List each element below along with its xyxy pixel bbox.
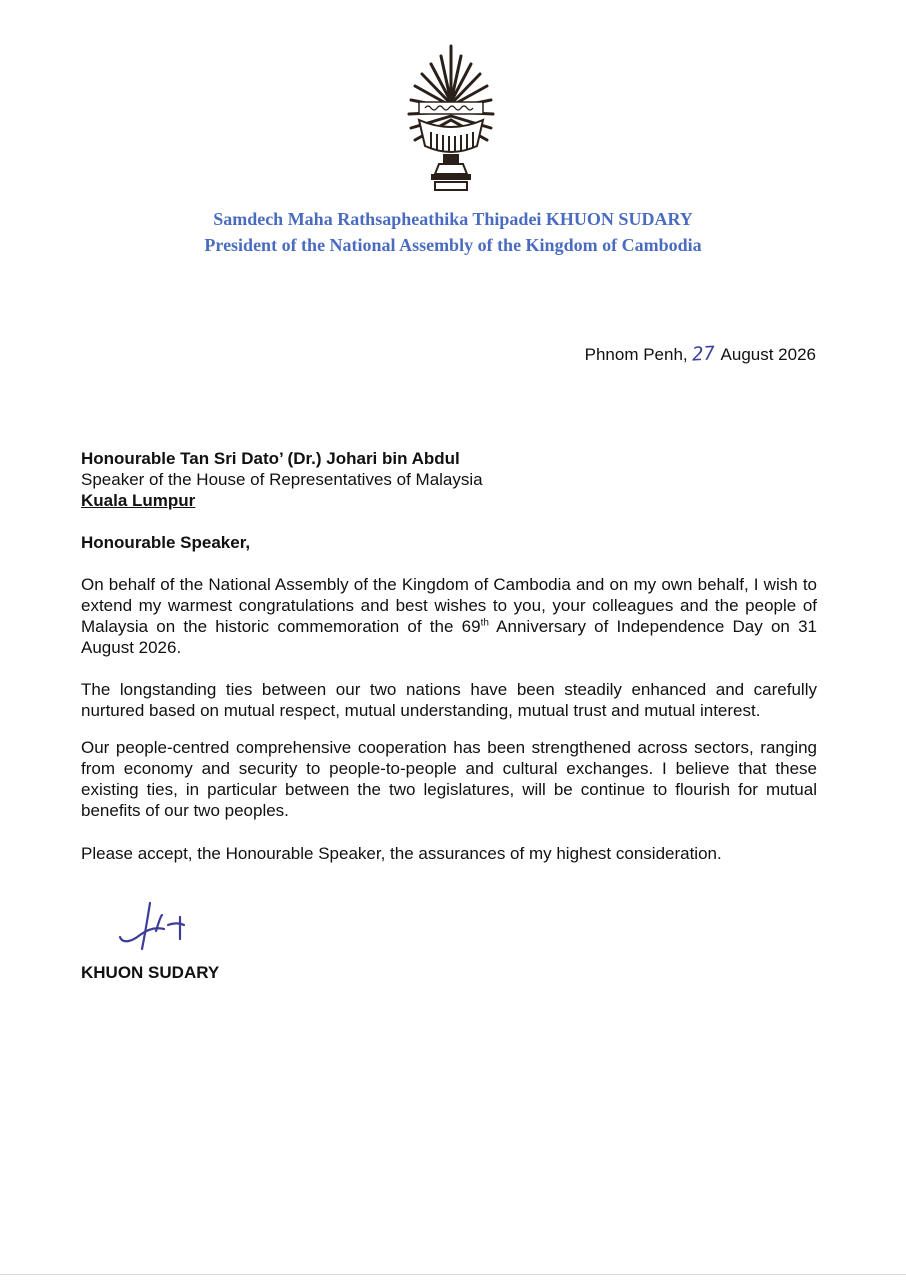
national-assembly-emblem-icon: [405, 42, 497, 194]
addressee-block: [81, 448, 817, 511]
date-day-handwritten: 27: [691, 342, 716, 366]
addressee-title: Speaker of the House of Representatives of Malaysia: [81, 470, 483, 489]
letterhead-title: Samdech Maha Rathsapheathika Thipadei KHUON SUDARY: [213, 209, 693, 229]
salutation: Honourable Speaker,: [81, 533, 251, 552]
body-paragraph-3: Our people-centred comprehensive cooperation has been strengthened across sectors, ranging from economy and security to people-to-people and cultural exchanges. I believe that these existing ties, in particular between the two legislatures, will be continue to flourish for mutual benefits of our two peoples.: [81, 738, 817, 820]
p1-superscript: th: [480, 617, 489, 629]
body-paragraph-2: The longstanding ties between our two nations have been steadily enhanced and carefully nurtured based on mutual respect, mutual understanding, mutual trust and mutual interest.: [81, 680, 817, 720]
signer-name: KHUON SUDARY: [81, 963, 220, 982]
addressee-name: Honourable Tan Sri Dato’ (Dr.) Johari bin Abdul: [81, 449, 460, 468]
body-paragraph-1: [81, 574, 817, 658]
addressee-city: Kuala Lumpur: [81, 491, 196, 510]
dateline: [585, 342, 816, 367]
date-place: Phnom Penh,: [584, 345, 688, 364]
p1-text-end: Anniversary of Independence Day on 31 August 2026.: [81, 617, 818, 657]
date-month-year: August 2026: [720, 345, 816, 364]
p1-text-start: On behalf of the National Assembly of the Kingdom of Cambodia and on my own behalf, I wish to extend my warmest congratulations and best wishes to you, your colleagues and the people of Malaysia on the historic commemoration of the 69: [81, 575, 817, 636]
page-bottom-edge: [0, 1274, 906, 1275]
handwritten-signature: [112, 895, 198, 955]
body-paragraph-4: Please accept, the Honourable Speaker, the assurances of my highest consideration.: [81, 844, 722, 863]
letterhead-subtitle: President of the National Assembly of the Kingdom of Cambodia: [204, 235, 702, 255]
